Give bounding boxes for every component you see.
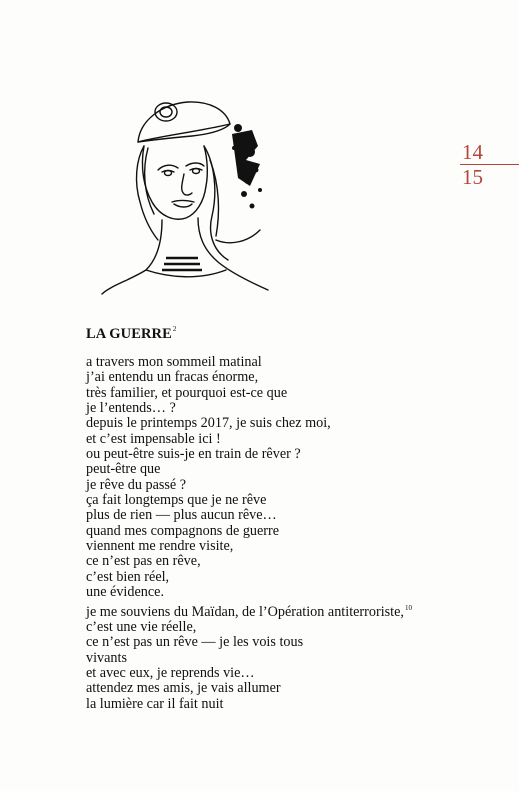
- poem-line: et c’est impensable ici !: [86, 430, 221, 447]
- poem-line: vivants: [86, 649, 127, 666]
- poem-line: ce n’est pas un rêve — je les vois tous: [86, 634, 304, 651]
- poem-line: a travers mon sommeil matinal: [86, 354, 262, 370]
- poem-line: plus de rien — plus aucun rêve…: [86, 507, 277, 524]
- poem-line: j’ai entendu un fracas énorme,: [86, 369, 259, 386]
- poem-line: viennent me rendre visite,: [86, 538, 234, 555]
- poem-line: une évidence.: [86, 584, 164, 601]
- page-number-right: 15: [462, 165, 483, 189]
- poem-line: je l’entends… ?: [86, 400, 176, 417]
- poem-line: ce n’est pas en rêve,: [86, 553, 201, 570]
- poem-line: ou peut-être suis-je en train de rêver ?: [86, 446, 301, 463]
- poem-line: très familier, et pourquoi est-ce que: [86, 384, 288, 401]
- poem-line: et avec eux, je reprends vie…: [86, 664, 255, 681]
- poem-line: quand mes compagnons de guerre: [86, 522, 280, 539]
- poem-line: attendez mes amis, je vais allumer: [86, 680, 281, 697]
- poem-line: peut-être que: [86, 461, 161, 478]
- poem-body: [86, 355, 446, 712]
- title-footnote-marker: 2: [172, 325, 177, 333]
- poem-title: [86, 325, 177, 343]
- poem-line: c’est une vie réelle,: [86, 618, 197, 635]
- poem-line: ça fait longtemps que je ne rêve: [86, 492, 267, 509]
- page-number-left: 14: [462, 140, 483, 164]
- poem-line: c’est bien réel,: [86, 568, 170, 585]
- poem-line: je me souviens du Maïdan, de l’Opération antiterroriste,: [86, 603, 404, 620]
- poem-line: depuis le printemps 2017, je suis chez moi,: [86, 415, 331, 432]
- poem-line: je rêve du passé ?: [86, 476, 187, 493]
- poem-title-text: LA GUERRE: [86, 326, 172, 342]
- poem-line-with-note: [86, 601, 446, 620]
- poem-line: la lumière car il fait nuit: [86, 695, 224, 712]
- page-numbers: [460, 140, 519, 189]
- portrait-illustration: [100, 90, 272, 302]
- line-footnote-marker: 10: [404, 603, 412, 612]
